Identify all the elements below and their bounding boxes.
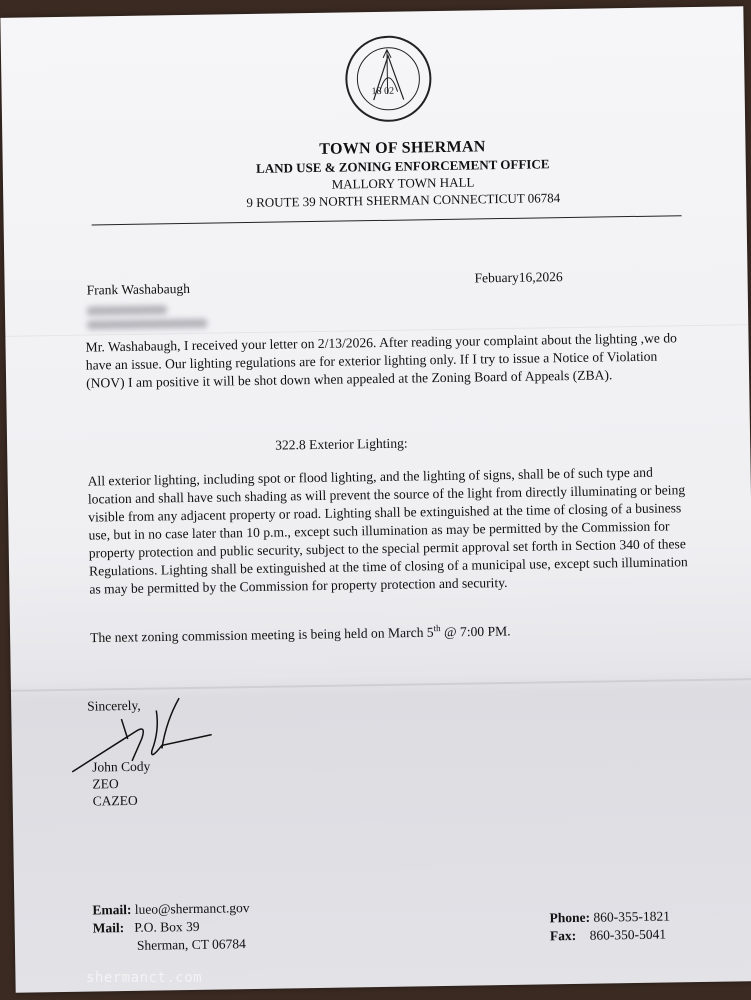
closing-salutation: Sincerely,: [87, 697, 141, 714]
meeting-text: The next zoning commission meeting is being held on March 5: [90, 624, 434, 646]
signer-name: John Cody: [92, 758, 151, 775]
seal-year: 18 02: [371, 85, 395, 98]
opening-paragraph: Mr. Washabaugh, I received your letter on 2/13/2026. After reading your complaint about the lighting ,we do have an issue. Our lighting regulations are for exterior lighting only. If I try to issue a Notice of Violation (NOV) I am positive it will be shot down when appealed at the Zoning Board of Appeals (ZBA).: [85, 330, 677, 391]
signer-block: [92, 758, 151, 810]
letter-page: [0, 6, 751, 993]
letterhead: [152, 136, 653, 213]
mail-line-2: Sherman, CT 06784: [136, 936, 246, 953]
phone-label: Phone:: [549, 909, 591, 926]
phone-number: 860-355-1821: [593, 908, 671, 925]
paper-fold-lower: [11, 678, 751, 692]
regulation-text: All exterior lighting, including spot or flood lighting, and the lighting of signs, shall be of such type and location and shall have such shading as will prevent the source of the light from directly illuminating or being visible from any adjacent property or road. Lighting shall be extinguished at the time of closing of a business use, but in no case later than 10 p.m., except such illumination as may be permitted by the Commission for property protection and public security, subject to the special permit approval set forth in Section 340 of these Regulations. Lighting shall be extinguished at the time of closing of a municipal use, except such illumination as may be permitted by the Commission for property protection and security.: [87, 464, 688, 597]
letter-date: Febuary16,2026: [474, 269, 563, 286]
fax-number: 860-350-5041: [589, 926, 667, 943]
email-address: lueo@shermanct.gov: [134, 900, 250, 917]
signer-title: ZEO: [92, 776, 119, 792]
meeting-time: @ 7:00 PM.: [440, 623, 511, 640]
contact-right: [549, 907, 670, 945]
signer-title-2: CAZEO: [92, 792, 138, 809]
town-seal-icon: [343, 33, 434, 124]
recipient-name: Frank Washabaugh: [86, 280, 191, 298]
regulation-section-title: 322.8 Exterior Lighting:: [275, 435, 408, 453]
office-address: 9 ROUTE 39 NORTH SHERMAN CONNECTICUT 06784: [246, 190, 561, 211]
office-name: LAND USE & ZONING ENFORCEMENT OFFICE: [255, 156, 550, 176]
redacted-address-line: [87, 319, 207, 330]
contact-left: [92, 899, 250, 955]
mail-line-1: P.O. Box 39: [134, 918, 200, 935]
town-title: TOWN OF SHERMAN: [319, 138, 486, 158]
mail-label: Mail:: [92, 920, 125, 936]
redacted-address-line: [87, 305, 167, 315]
email-label: Email:: [92, 901, 132, 918]
meeting-notice: [90, 615, 690, 647]
meeting-date-suffix: th: [433, 623, 441, 634]
header-divider: [92, 215, 682, 225]
building-name: MALLORY TOWN HALL: [331, 174, 475, 192]
fax-label: Fax:: [549, 927, 577, 944]
site-watermark: shermanct.com: [86, 970, 203, 986]
